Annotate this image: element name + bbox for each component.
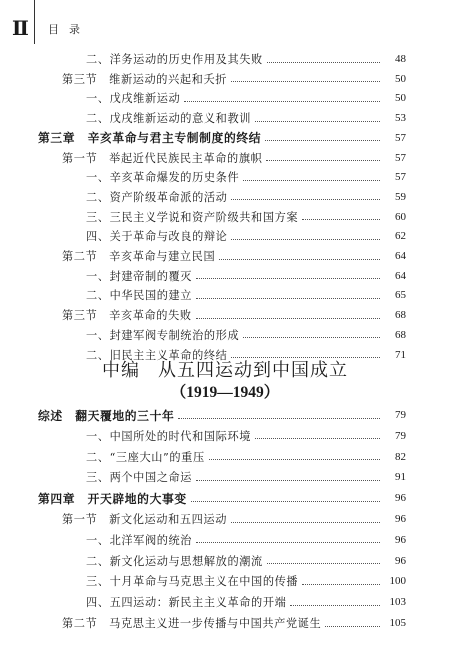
page-header	[0, 0, 450, 44]
dot-leader	[196, 298, 380, 299]
toc-entry-label: 四、五四运动：新民主主义革命的开端	[86, 596, 287, 610]
toc-entry-label: 第一节 新文化运动和五四运动	[62, 513, 228, 526]
toc-section-entry[interactable]	[0, 148, 450, 168]
toc-entry-page: 60	[395, 210, 406, 223]
toc-entry-page: 53	[395, 112, 406, 125]
toc-entry-page: 57	[395, 131, 406, 144]
toc-entry-page: 62	[395, 230, 406, 243]
toc-entry-label: 二、新文化运动与思想解放的潮流	[86, 554, 263, 568]
toc-entry-label: 三、两个中国之命运	[86, 471, 193, 485]
part-years: （1919—1949）	[170, 384, 280, 401]
toc-entry-label: 第二节 马克思主义进一步传播与中国共产党诞生	[62, 617, 322, 630]
dot-leader	[209, 459, 380, 460]
toc-entry-label: 二、“三座大山”的重压	[86, 450, 205, 464]
part-heading-prefix: 中编	[102, 360, 140, 381]
toc-entry-label: 一、北洋军阀的统治	[86, 533, 193, 547]
toc-entry-page: 79	[395, 429, 406, 442]
toc-entry-label: 第四章 开天辟地的大事变	[38, 491, 187, 506]
toc-subsection-entry[interactable]	[0, 207, 450, 227]
toc-entry-label: 三、十月革命与马克思主义在中国的传播	[86, 575, 299, 589]
toc-entry-page: 57	[395, 151, 406, 164]
dot-leader	[243, 337, 380, 338]
toc-subsection-entry[interactable]	[0, 187, 450, 207]
dot-leader	[231, 522, 380, 523]
dot-leader	[231, 199, 380, 200]
dot-leader	[255, 438, 380, 439]
toc-entry-page: 71	[395, 348, 406, 361]
toc-entry-page: 96	[395, 533, 406, 546]
toc-entry-page: 65	[395, 289, 406, 302]
toc-entry-page: 79	[395, 409, 406, 421]
toc-entry-label: 第三节 维新运动的兴起和夭折	[62, 72, 228, 86]
toc-entry-label: 第二节 辛亥革命与建立民国	[62, 250, 216, 263]
toc-entry-label: 二、戊戌维新运动的意义和教训	[86, 112, 252, 126]
toc-entry-label: 第一节 举起近代民族民主革命的旗帜	[62, 151, 263, 165]
toc-subsection-entry[interactable]	[0, 108, 450, 128]
dot-leader	[178, 418, 380, 419]
toc-entry-label: 二、旧民主主义革命的终结	[86, 348, 228, 362]
toc-entry-label: 第三节 辛亥革命的失败	[62, 309, 192, 323]
dot-leader	[265, 140, 380, 141]
part-heading	[0, 356, 450, 382]
toc-entry-page: 103	[389, 596, 406, 609]
toc-entry-page: 96	[395, 513, 406, 525]
toc-entry-label: 一、封建军阀专制统治的形成	[86, 328, 240, 342]
dot-leader	[191, 501, 380, 502]
page-numeral: Ⅱ	[12, 18, 29, 40]
toc-subsection-entry[interactable]	[0, 447, 450, 467]
toc-entry-label: 二、资产阶级革命派的活动	[86, 190, 228, 204]
toc-subsection-entry[interactable]	[0, 49, 450, 69]
toc-entry-label: 第三章 辛亥革命与君主专制制度的终结	[38, 131, 262, 146]
toc-entry-page: 105	[389, 617, 406, 629]
toc-entry-page: 68	[395, 328, 406, 341]
dot-leader	[302, 219, 380, 220]
toc-entry-label: 综述 翻天覆地的三十年	[38, 408, 175, 423]
toc-subsection-entry[interactable]	[0, 571, 450, 591]
toc-entry-page: 96	[395, 554, 406, 567]
toc-section-entry[interactable]	[0, 305, 450, 325]
dot-leader	[290, 605, 380, 606]
toc-entry-label: 一、封建帝制的覆灭	[86, 269, 193, 283]
toc-chapter-entry[interactable]	[0, 488, 450, 508]
toc-entry-label: 二、中华民国的建立	[86, 289, 193, 303]
toc-entry-label: 四、关于革命与改良的辩论	[86, 230, 228, 244]
toc-entry-page: 64	[395, 269, 406, 282]
toc-section-entry[interactable]	[0, 613, 450, 633]
dot-leader	[196, 480, 380, 481]
toc-entry-page: 50	[395, 72, 406, 85]
toc-subsection-entry[interactable]	[0, 325, 450, 345]
toc-subsection-entry[interactable]	[0, 167, 450, 187]
toc-entry-page: 48	[395, 53, 406, 65]
toc-entry-page: 91	[395, 471, 406, 484]
toc-subsection-entry[interactable]	[0, 467, 450, 487]
toc-section-entry[interactable]	[0, 69, 450, 89]
toc-chapter-entry[interactable]	[0, 405, 450, 425]
toc-subsection-entry[interactable]	[0, 551, 450, 571]
dot-leader	[196, 318, 380, 319]
toc-entry-page: 68	[395, 309, 406, 322]
dot-leader	[302, 584, 380, 585]
toc-section-entry[interactable]	[0, 246, 450, 266]
dot-leader	[267, 563, 380, 564]
dot-leader	[196, 278, 380, 279]
toc-subsection-entry[interactable]	[0, 592, 450, 612]
toc-section-entry[interactable]	[0, 509, 450, 529]
toc-subsection-entry[interactable]	[0, 285, 450, 305]
toc-entry-page: 100	[389, 575, 406, 588]
toc-subsection-entry[interactable]	[0, 266, 450, 286]
toc-entry-label: 一、辛亥革命爆发的历史条件	[86, 171, 240, 185]
header-divider	[34, 0, 35, 44]
dot-leader	[196, 542, 380, 543]
toc-subsection-entry[interactable]	[0, 88, 450, 108]
toc-subsection-entry[interactable]	[0, 226, 450, 246]
toc-entry-page: 59	[395, 190, 406, 203]
toc-entry-label: 二、洋务运动的历史作用及其失败	[86, 53, 263, 66]
dot-leader	[255, 121, 380, 122]
toc-entry-page: 50	[395, 92, 406, 105]
toc-chapter-entry[interactable]	[0, 128, 450, 148]
toc-subsection-entry[interactable]	[0, 426, 450, 446]
toc-entry-label: 三、三民主义学说和资产阶级共和国方案	[86, 210, 299, 224]
toc-subsection-entry[interactable]	[0, 530, 450, 550]
dot-leader	[184, 101, 380, 102]
part-heading-main: 从五四运动到中国成立	[158, 360, 348, 381]
running-head-title: 目录	[48, 23, 90, 36]
dot-leader	[231, 239, 380, 240]
toc-entry-page: 82	[395, 450, 406, 463]
dot-leader	[243, 180, 380, 181]
toc-entry-page: 57	[395, 171, 406, 184]
dot-leader	[219, 259, 380, 260]
dot-leader	[266, 160, 380, 161]
toc-entry-page: 96	[395, 492, 406, 505]
toc-entry-label: 一、中国所处的时代和国际环境	[86, 429, 252, 443]
dot-leader	[231, 81, 380, 82]
toc-entry-page: 64	[395, 250, 406, 262]
dot-leader	[267, 62, 380, 63]
toc-entry-label: 一、戊戌维新运动	[86, 92, 181, 106]
dot-leader	[325, 626, 380, 627]
